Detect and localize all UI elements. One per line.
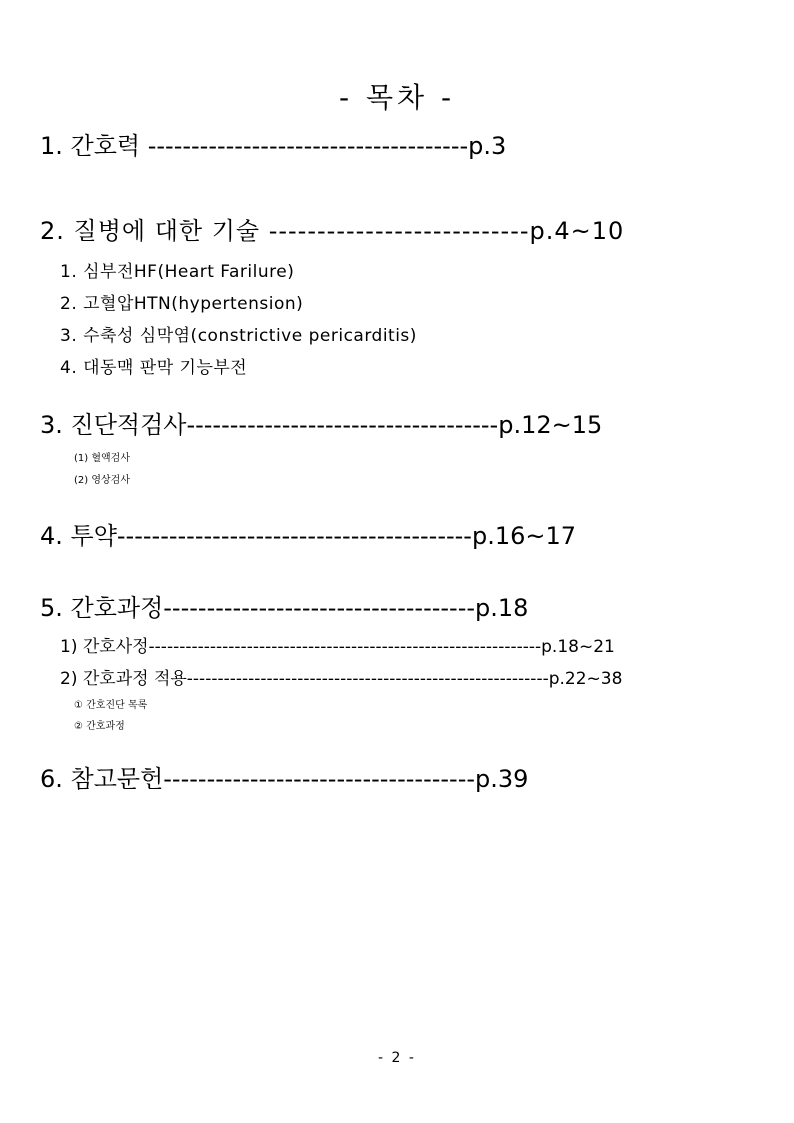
toc-item-3-2: (2) 영상검사	[74, 475, 130, 486]
toc-item-5-2-2: ② 간호과정	[74, 721, 125, 732]
toc-section-6: 6. 참고문헌------------------------------------p.39	[40, 765, 529, 793]
toc-item-2-3: 3. 수축성 심막염(constrictive pericarditis)	[60, 326, 417, 346]
toc-item-5-2: 2) 간호과정 적용-----------------------------------------------------------p.22~38	[60, 669, 623, 689]
toc-section-2: 2. 질병에 대한 기술 ---------------------------p.4~10	[40, 217, 625, 245]
toc-section-4: 4. 투약-----------------------------------------p.16~17	[40, 522, 577, 550]
toc-section-5: 5. 간호과정------------------------------------p.18	[40, 594, 529, 622]
toc-item-2-1: 1. 심부전HF(Heart Farilure)	[60, 262, 295, 282]
toc-item-2-4: 4. 대동맥 판막 기능부전	[60, 358, 248, 378]
toc-item-3-1: (1) 혈액검사	[74, 453, 130, 464]
page-title: - 목차 -	[338, 81, 456, 114]
toc-item-5-2-1: ① 간호진단 목록	[74, 700, 148, 711]
toc-section-1: 1. 간호력 -------------------------------------p.3	[40, 132, 507, 160]
page-number: - 2 -	[378, 1050, 416, 1066]
toc-section-3: 3. 진단적검사------------------------------------p.12~15	[40, 411, 603, 439]
toc-item-2-2: 2. 고혈압HTN(hypertension)	[60, 294, 304, 314]
toc-item-5-1: 1) 간호사정----------------------------------------------------------------p.18~21	[60, 637, 615, 657]
